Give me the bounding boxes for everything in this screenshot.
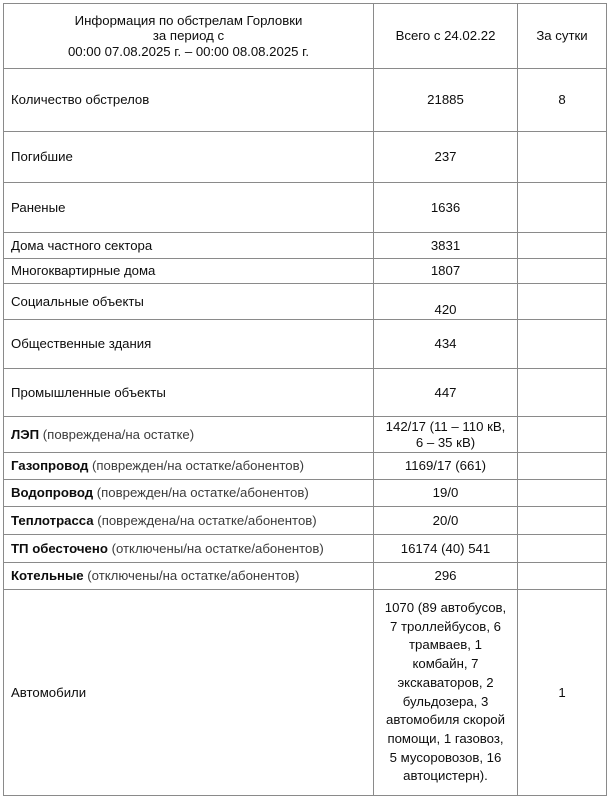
row-total-social-facilities: 420 — [374, 284, 518, 320]
row-perday-killed — [518, 132, 607, 183]
column-header-per-day: За сутки — [518, 4, 607, 69]
row-total-private-houses: 3831 — [374, 233, 518, 259]
row-perday-public-buildings — [518, 320, 607, 369]
row-label-apartment-buildings — [4, 259, 374, 284]
row-key: Дома частного сектора — [11, 237, 153, 253]
table-row — [4, 233, 607, 259]
table-row — [4, 417, 607, 453]
row-label-private-houses — [4, 233, 374, 259]
row-key: Котельные — [11, 568, 84, 584]
shelling-statistics-table — [3, 3, 607, 796]
row-label-vehicles — [4, 590, 374, 796]
table-row — [4, 563, 607, 590]
row-total-killed: 237 — [374, 132, 518, 183]
table-row — [4, 453, 607, 480]
row-label-boiler-houses — [4, 563, 374, 590]
row-total-gas-pipeline: 1169/17 (661) — [374, 453, 518, 480]
report-title-line-2: за период с — [152, 28, 225, 44]
row-label-shellings — [4, 69, 374, 132]
table-row — [4, 259, 607, 284]
row-label-industrial-facilities — [4, 369, 374, 417]
row-total-apartment-buildings: 1807 — [374, 259, 518, 284]
row-label-public-buildings — [4, 320, 374, 369]
table-row — [4, 590, 607, 796]
row-note: (поврежден/на остатке/абонентов) — [93, 485, 309, 501]
row-key: ТП обесточено — [11, 540, 108, 556]
row-note: (отключены/на остатке/абонентов) — [107, 540, 324, 556]
row-key: Теплотрасса — [11, 512, 94, 528]
column-header-total: Всего с 24.02.22 — [374, 4, 518, 69]
row-perday-apartment-buildings — [518, 259, 607, 284]
report-title-line-1: Информация по обстрелам Горловки — [74, 13, 303, 29]
row-total-vehicles: 1070 (89 автобусов, 7 троллейбусов, 6 трамваев, 1 комбайн, 7 экскаваторов, 2 бульдозера, 3 автомобиля скорой помощи, 1 газовоз, 5 мусоровозов, 16 автоцистерн). — [374, 590, 518, 796]
row-total-industrial-facilities: 447 — [374, 369, 518, 417]
row-key: Водопровод — [11, 485, 94, 501]
table-row — [4, 132, 607, 183]
row-label-killed — [4, 132, 374, 183]
row-perday-power-lines — [518, 417, 607, 453]
row-note: (повреждена/на остатке/абонентов) — [93, 512, 317, 528]
table-row — [4, 183, 607, 233]
row-key: Многоквартирные дома — [11, 263, 156, 279]
table-row — [4, 480, 607, 507]
row-label-substations-deenergized — [4, 535, 374, 563]
row-key: ЛЭП — [11, 426, 40, 442]
header-row — [4, 4, 607, 69]
row-key: Количество обстрелов — [11, 92, 150, 108]
row-total-wounded: 1636 — [374, 183, 518, 233]
row-total-power-lines: 142/17 (11 – 110 кВ, 6 – 35 кВ) — [374, 417, 518, 453]
table-row — [4, 284, 607, 320]
table-row — [4, 507, 607, 535]
row-key: Промышленные объекты — [11, 384, 166, 400]
row-perday-private-houses — [518, 233, 607, 259]
row-note: (поврежден/на остатке/абонентов) — [88, 458, 305, 474]
row-key: Общественные здания — [11, 336, 152, 352]
row-perday-gas-pipeline — [518, 453, 607, 480]
row-label-gas-pipeline — [4, 453, 374, 480]
row-label-power-lines — [4, 417, 374, 453]
row-perday-boiler-houses — [518, 563, 607, 590]
row-perday-vehicles: 1 — [518, 590, 607, 796]
row-key: Раненые — [11, 199, 66, 215]
row-perday-wounded — [518, 183, 607, 233]
row-key: Газопровод — [11, 458, 89, 474]
row-total-shellings: 21885 — [374, 69, 518, 132]
row-key: Погибшие — [11, 149, 73, 165]
row-key: Социальные объекты — [11, 293, 144, 309]
row-label-social-facilities — [4, 284, 374, 320]
row-label-water-pipeline — [4, 480, 374, 507]
report-title-line-3: 00:00 07.08.2025 г. – 00:00 08.08.2025 г. — [67, 43, 310, 59]
report-title-cell — [4, 4, 374, 69]
row-label-wounded — [4, 183, 374, 233]
row-perday-water-pipeline — [518, 480, 607, 507]
table-row — [4, 320, 607, 369]
row-perday-heating-main — [518, 507, 607, 535]
row-total-heating-main: 20/0 — [374, 507, 518, 535]
table-row — [4, 69, 607, 132]
row-total-substations-deenergized: 16174 (40) 541 — [374, 535, 518, 563]
row-note: (отключены/на остатке/абонентов) — [83, 568, 300, 584]
table-row — [4, 535, 607, 563]
table-body — [4, 69, 607, 796]
row-note: (повреждена/на остатке) — [39, 426, 195, 442]
row-total-boiler-houses: 296 — [374, 563, 518, 590]
row-key: Автомобили — [11, 684, 87, 700]
row-perday-social-facilities — [518, 284, 607, 320]
row-perday-shellings: 8 — [518, 69, 607, 132]
row-label-heating-main — [4, 507, 374, 535]
row-total-public-buildings: 434 — [374, 320, 518, 369]
row-total-water-pipeline: 19/0 — [374, 480, 518, 507]
table-row — [4, 369, 607, 417]
row-perday-industrial-facilities — [518, 369, 607, 417]
row-perday-substations-deenergized — [518, 535, 607, 563]
table-header — [4, 4, 607, 69]
